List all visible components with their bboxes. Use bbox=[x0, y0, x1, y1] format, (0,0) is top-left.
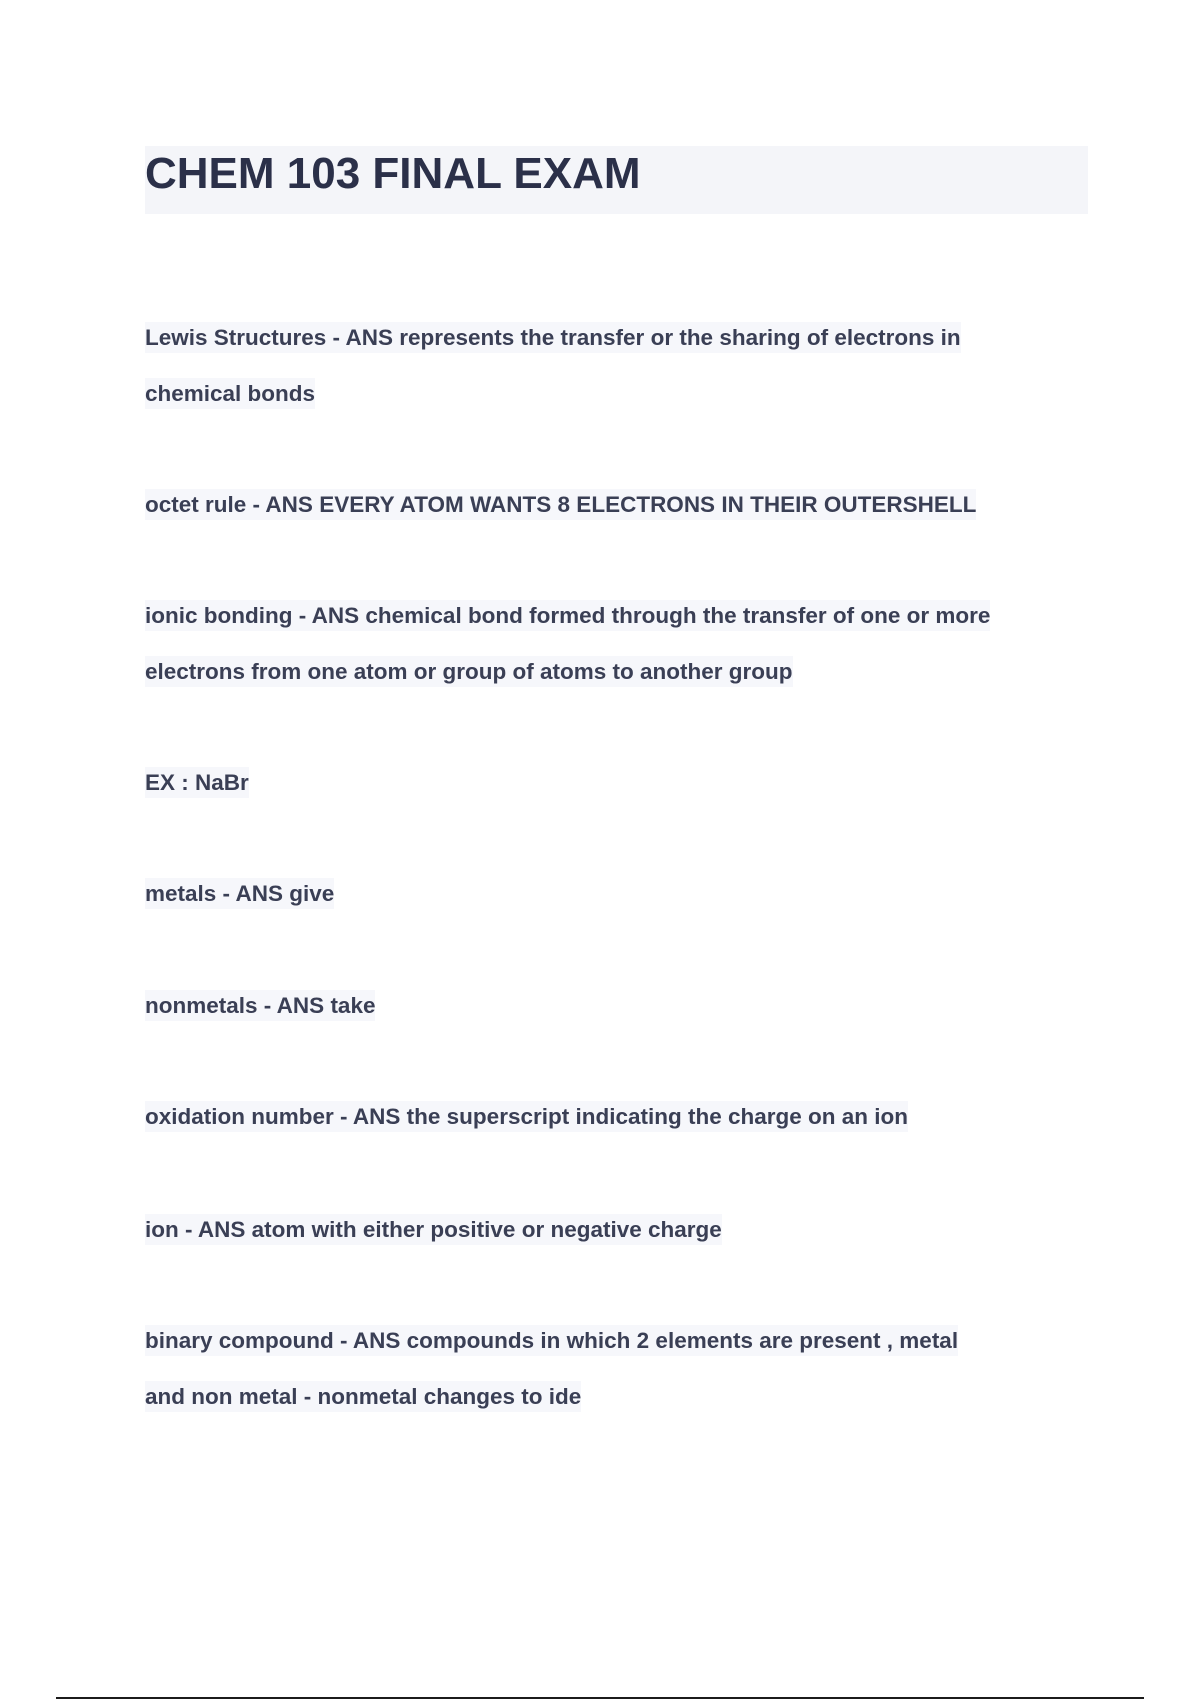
entry-octet-rule bbox=[145, 477, 1090, 533]
entry-text-line: nonmetals - ANS take bbox=[145, 990, 375, 1021]
entry-example-nabr bbox=[145, 755, 1090, 811]
entry-metals bbox=[145, 866, 1090, 922]
entry-text-line: Lewis Structures - ANS represents the transfer or the sharing of electrons in bbox=[145, 322, 961, 353]
entry-text-line: electrons from one atom or group of atoms to another group bbox=[145, 656, 793, 687]
entry-text-line: binary compound - ANS compounds in which 2 elements are present , metal bbox=[145, 1325, 958, 1356]
entry-text-line: EX : NaBr bbox=[145, 767, 249, 798]
entry-ion bbox=[145, 1202, 1090, 1258]
entry-nonmetals bbox=[145, 978, 1090, 1034]
entry-text-line: and non metal - nonmetal changes to ide bbox=[145, 1381, 581, 1412]
entry-text-line: ion - ANS atom with either positive or negative charge bbox=[145, 1214, 722, 1245]
entry-oxidation-number bbox=[145, 1089, 1090, 1145]
entry-text-line: oxidation number - ANS the superscript indicating the charge on an ion bbox=[145, 1101, 908, 1132]
entry-text-line: octet rule - ANS EVERY ATOM WANTS 8 ELECTRONS IN THEIR OUTERSHELL bbox=[145, 489, 976, 520]
entry-text-line: metals - ANS give bbox=[145, 878, 334, 909]
entry-text-line: chemical bonds bbox=[145, 378, 315, 409]
entry-lewis-structures bbox=[145, 310, 1090, 422]
entry-binary-compound bbox=[145, 1313, 1090, 1425]
entry-text-line: ionic bonding - ANS chemical bond formed through the transfer of one or more bbox=[145, 600, 990, 631]
entry-ionic-bonding bbox=[145, 588, 1090, 700]
document-title: CHEM 103 FINAL EXAM bbox=[145, 149, 641, 198]
page-bottom-rule bbox=[56, 1697, 1144, 1699]
